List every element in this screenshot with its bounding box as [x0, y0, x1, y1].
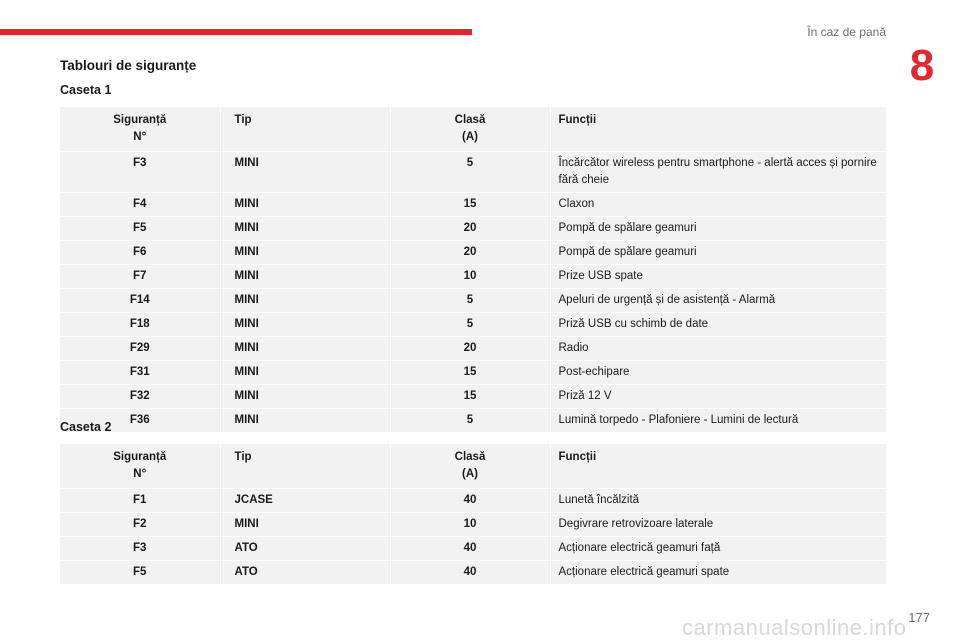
- fuse-class-cell: 5: [390, 313, 550, 337]
- col-header-function: Funcții: [550, 107, 886, 152]
- fuse-function-cell: Priză 12 V: [550, 385, 886, 409]
- fuse-type-cell: MINI: [220, 385, 390, 409]
- fuse-type-cell: MINI: [220, 265, 390, 289]
- fuse-table-box2: [60, 444, 887, 585]
- fuse-function-cell: Pompă de spălare geamuri: [550, 241, 886, 265]
- col-header-type: Tip: [220, 107, 390, 152]
- col-header-class: Clasă (A): [390, 444, 550, 489]
- fuse-function-cell: Acționare electrică geamuri spate: [550, 561, 886, 585]
- fuse-number-cell: F32: [60, 385, 220, 409]
- fuse-type-cell: MINI: [220, 409, 390, 433]
- fuse-type-cell: MINI: [220, 361, 390, 385]
- fuse-number-cell: F1: [60, 489, 220, 513]
- fuse-function-cell: Încărcător wireless pentru smartphone - alertă acces și pornire fără cheie: [550, 152, 886, 193]
- fuse-class-cell: 20: [390, 337, 550, 361]
- fuse-number-cell: F36: [60, 409, 220, 433]
- fuse-number-cell: F3: [60, 152, 220, 193]
- table-row: [60, 537, 886, 561]
- fuse-type-cell: ATO: [220, 537, 390, 561]
- table-row: [60, 385, 886, 409]
- fuse-class-cell: 40: [390, 489, 550, 513]
- col-header-class: Clasă (A): [390, 107, 550, 152]
- fuse-function-cell: Acționare electrică geamuri față: [550, 537, 886, 561]
- fuse-class-cell: 15: [390, 385, 550, 409]
- fuse-number-cell: F18: [60, 313, 220, 337]
- fuse-number-cell: F6: [60, 241, 220, 265]
- table-row: [60, 489, 886, 513]
- fuse-type-cell: MINI: [220, 337, 390, 361]
- fuse-number-cell: F29: [60, 337, 220, 361]
- fuse-function-cell: Degivrare retrovizoare laterale: [550, 513, 886, 537]
- fuse-type-cell: MINI: [220, 193, 390, 217]
- fuse-class-cell: 40: [390, 537, 550, 561]
- header-accent-bar: [0, 29, 472, 35]
- fuse-table-box1: [60, 107, 887, 433]
- fuse-type-cell: MINI: [220, 241, 390, 265]
- fuse-class-cell: 5: [390, 289, 550, 313]
- box2-label: Caseta 2: [60, 420, 112, 434]
- fuse-type-cell: JCASE: [220, 489, 390, 513]
- fuse-number-cell: F5: [60, 561, 220, 585]
- fuse-number-cell: F2: [60, 513, 220, 537]
- fuse-function-cell: Priză USB cu schimb de date: [550, 313, 886, 337]
- table-header-row: [60, 444, 886, 489]
- fuse-class-cell: 10: [390, 513, 550, 537]
- table-row: [60, 265, 886, 289]
- table-header-row: [60, 107, 886, 152]
- fuse-class-cell: 20: [390, 217, 550, 241]
- fuse-function-cell: Lumină torpedo - Plafoniere - Lumini de lectură: [550, 409, 886, 433]
- box1-label: Caseta 1: [60, 83, 112, 97]
- page-title: Tablouri de siguranțe: [60, 58, 197, 73]
- fuse-number-cell: F14: [60, 289, 220, 313]
- fuse-number-cell: F7: [60, 265, 220, 289]
- fuse-type-cell: MINI: [220, 289, 390, 313]
- fuse-type-cell: MINI: [220, 217, 390, 241]
- fuse-number-cell: F31: [60, 361, 220, 385]
- fuse-function-cell: Post-echipare: [550, 361, 886, 385]
- table-row: [60, 513, 886, 537]
- fuse-number-cell: F5: [60, 217, 220, 241]
- table-row: [60, 313, 886, 337]
- fuse-class-cell: 15: [390, 361, 550, 385]
- fuse-function-cell: Pompă de spălare geamuri: [550, 217, 886, 241]
- table-row: [60, 561, 886, 585]
- table-row: [60, 241, 886, 265]
- fuse-function-cell: Claxon: [550, 193, 886, 217]
- table-row: [60, 409, 886, 433]
- col-header-type: Tip: [220, 444, 390, 489]
- fuse-number-cell: F3: [60, 537, 220, 561]
- fuse-function-cell: Lunetă încălzită: [550, 489, 886, 513]
- fuse-class-cell: 40: [390, 561, 550, 585]
- fuse-type-cell: ATO: [220, 561, 390, 585]
- fuse-type-cell: MINI: [220, 152, 390, 193]
- table-row: [60, 289, 886, 313]
- chapter-number: 8: [909, 41, 935, 90]
- col-header-fuse: Siguranță N°: [60, 444, 220, 489]
- page-number: 177: [908, 610, 930, 625]
- fuse-class-cell: 5: [390, 152, 550, 193]
- section-title: În caz de pană: [807, 25, 886, 39]
- table-row: [60, 152, 886, 193]
- fuse-type-cell: MINI: [220, 513, 390, 537]
- fuse-type-cell: MINI: [220, 313, 390, 337]
- fuse-function-cell: Radio: [550, 337, 886, 361]
- fuse-class-cell: 15: [390, 193, 550, 217]
- fuse-function-cell: Prize USB spate: [550, 265, 886, 289]
- fuse-class-cell: 5: [390, 409, 550, 433]
- watermark: carmanualsonline.info: [682, 615, 907, 640]
- fuse-class-cell: 10: [390, 265, 550, 289]
- col-header-fuse: Siguranță N°: [60, 107, 220, 152]
- fuse-class-cell: 20: [390, 241, 550, 265]
- fuse-function-cell: Apeluri de urgență și de asistență - Alarmă: [550, 289, 886, 313]
- fuse-number-cell: F4: [60, 193, 220, 217]
- table-row: [60, 217, 886, 241]
- table-row: [60, 337, 886, 361]
- col-header-function: Funcții: [550, 444, 886, 489]
- table-row: [60, 361, 886, 385]
- table-row: [60, 193, 886, 217]
